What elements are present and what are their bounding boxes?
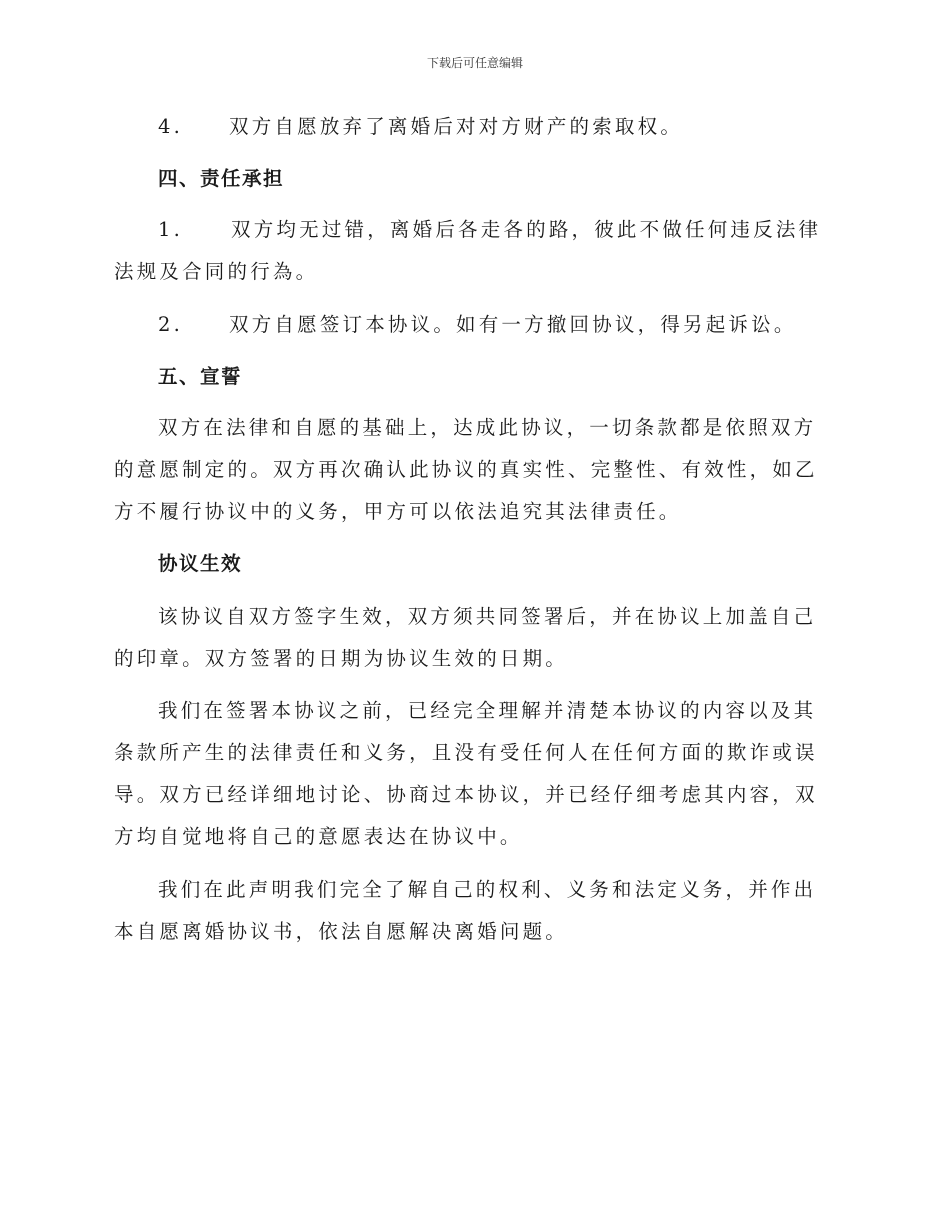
section-heading: 协议生效	[158, 552, 243, 575]
item-number: 1.	[158, 218, 184, 241]
item-text: 双方均无过错，离婚后各走各的路，彼此不做任何违反法律法规及合同的行為。	[114, 218, 822, 283]
paragraph: 双方在法律和自愿的基础上，达成此协议，一切条款都是依照双方的意愿制定的。双方再次确认此协议的真实性、完整性、有效性，如乙方不履行协议中的义务，甲方可以依法追究其法律责任。	[114, 416, 818, 523]
item-text: 双方自愿签订本协议。如有一方撤回协议，得另起诉讼。	[229, 313, 797, 336]
item-text: 双方自愿放弃了离婚后对对方财产的索取权。	[229, 115, 684, 138]
item-number: 4.	[158, 115, 184, 138]
section-heading: 四、责任承担	[158, 167, 285, 190]
list-item	[114, 106, 834, 148]
section-heading: 五、宣誓	[158, 365, 243, 388]
paragraph: 我们在签署本协议之前，已经完全理解并清楚本协议的内容以及其条款所产生的法律责任和义务，且没有受任何人在任何方面的欺诈或误导。双方已经详细地讨论、协商过本协议，并已经仔细考虑其内容，双方均自觉地将自己的意愿表达在协议中。	[114, 699, 818, 848]
item-number: 2.	[158, 313, 184, 336]
paragraph: 该协议自双方签字生效，双方须共同签署后，并在协议上加盖自己的印章。双方签署的日期为协议生效的日期。	[114, 605, 817, 670]
page-header: 下载后可任意编辑	[426, 56, 523, 70]
paragraph: 我们在此声明我们完全了解自己的权利、义务和法定义务，并作出本自愿离婚协议书，依法自愿解决离婚问题。	[114, 878, 817, 943]
list-item	[114, 209, 834, 293]
list-item	[114, 304, 834, 346]
